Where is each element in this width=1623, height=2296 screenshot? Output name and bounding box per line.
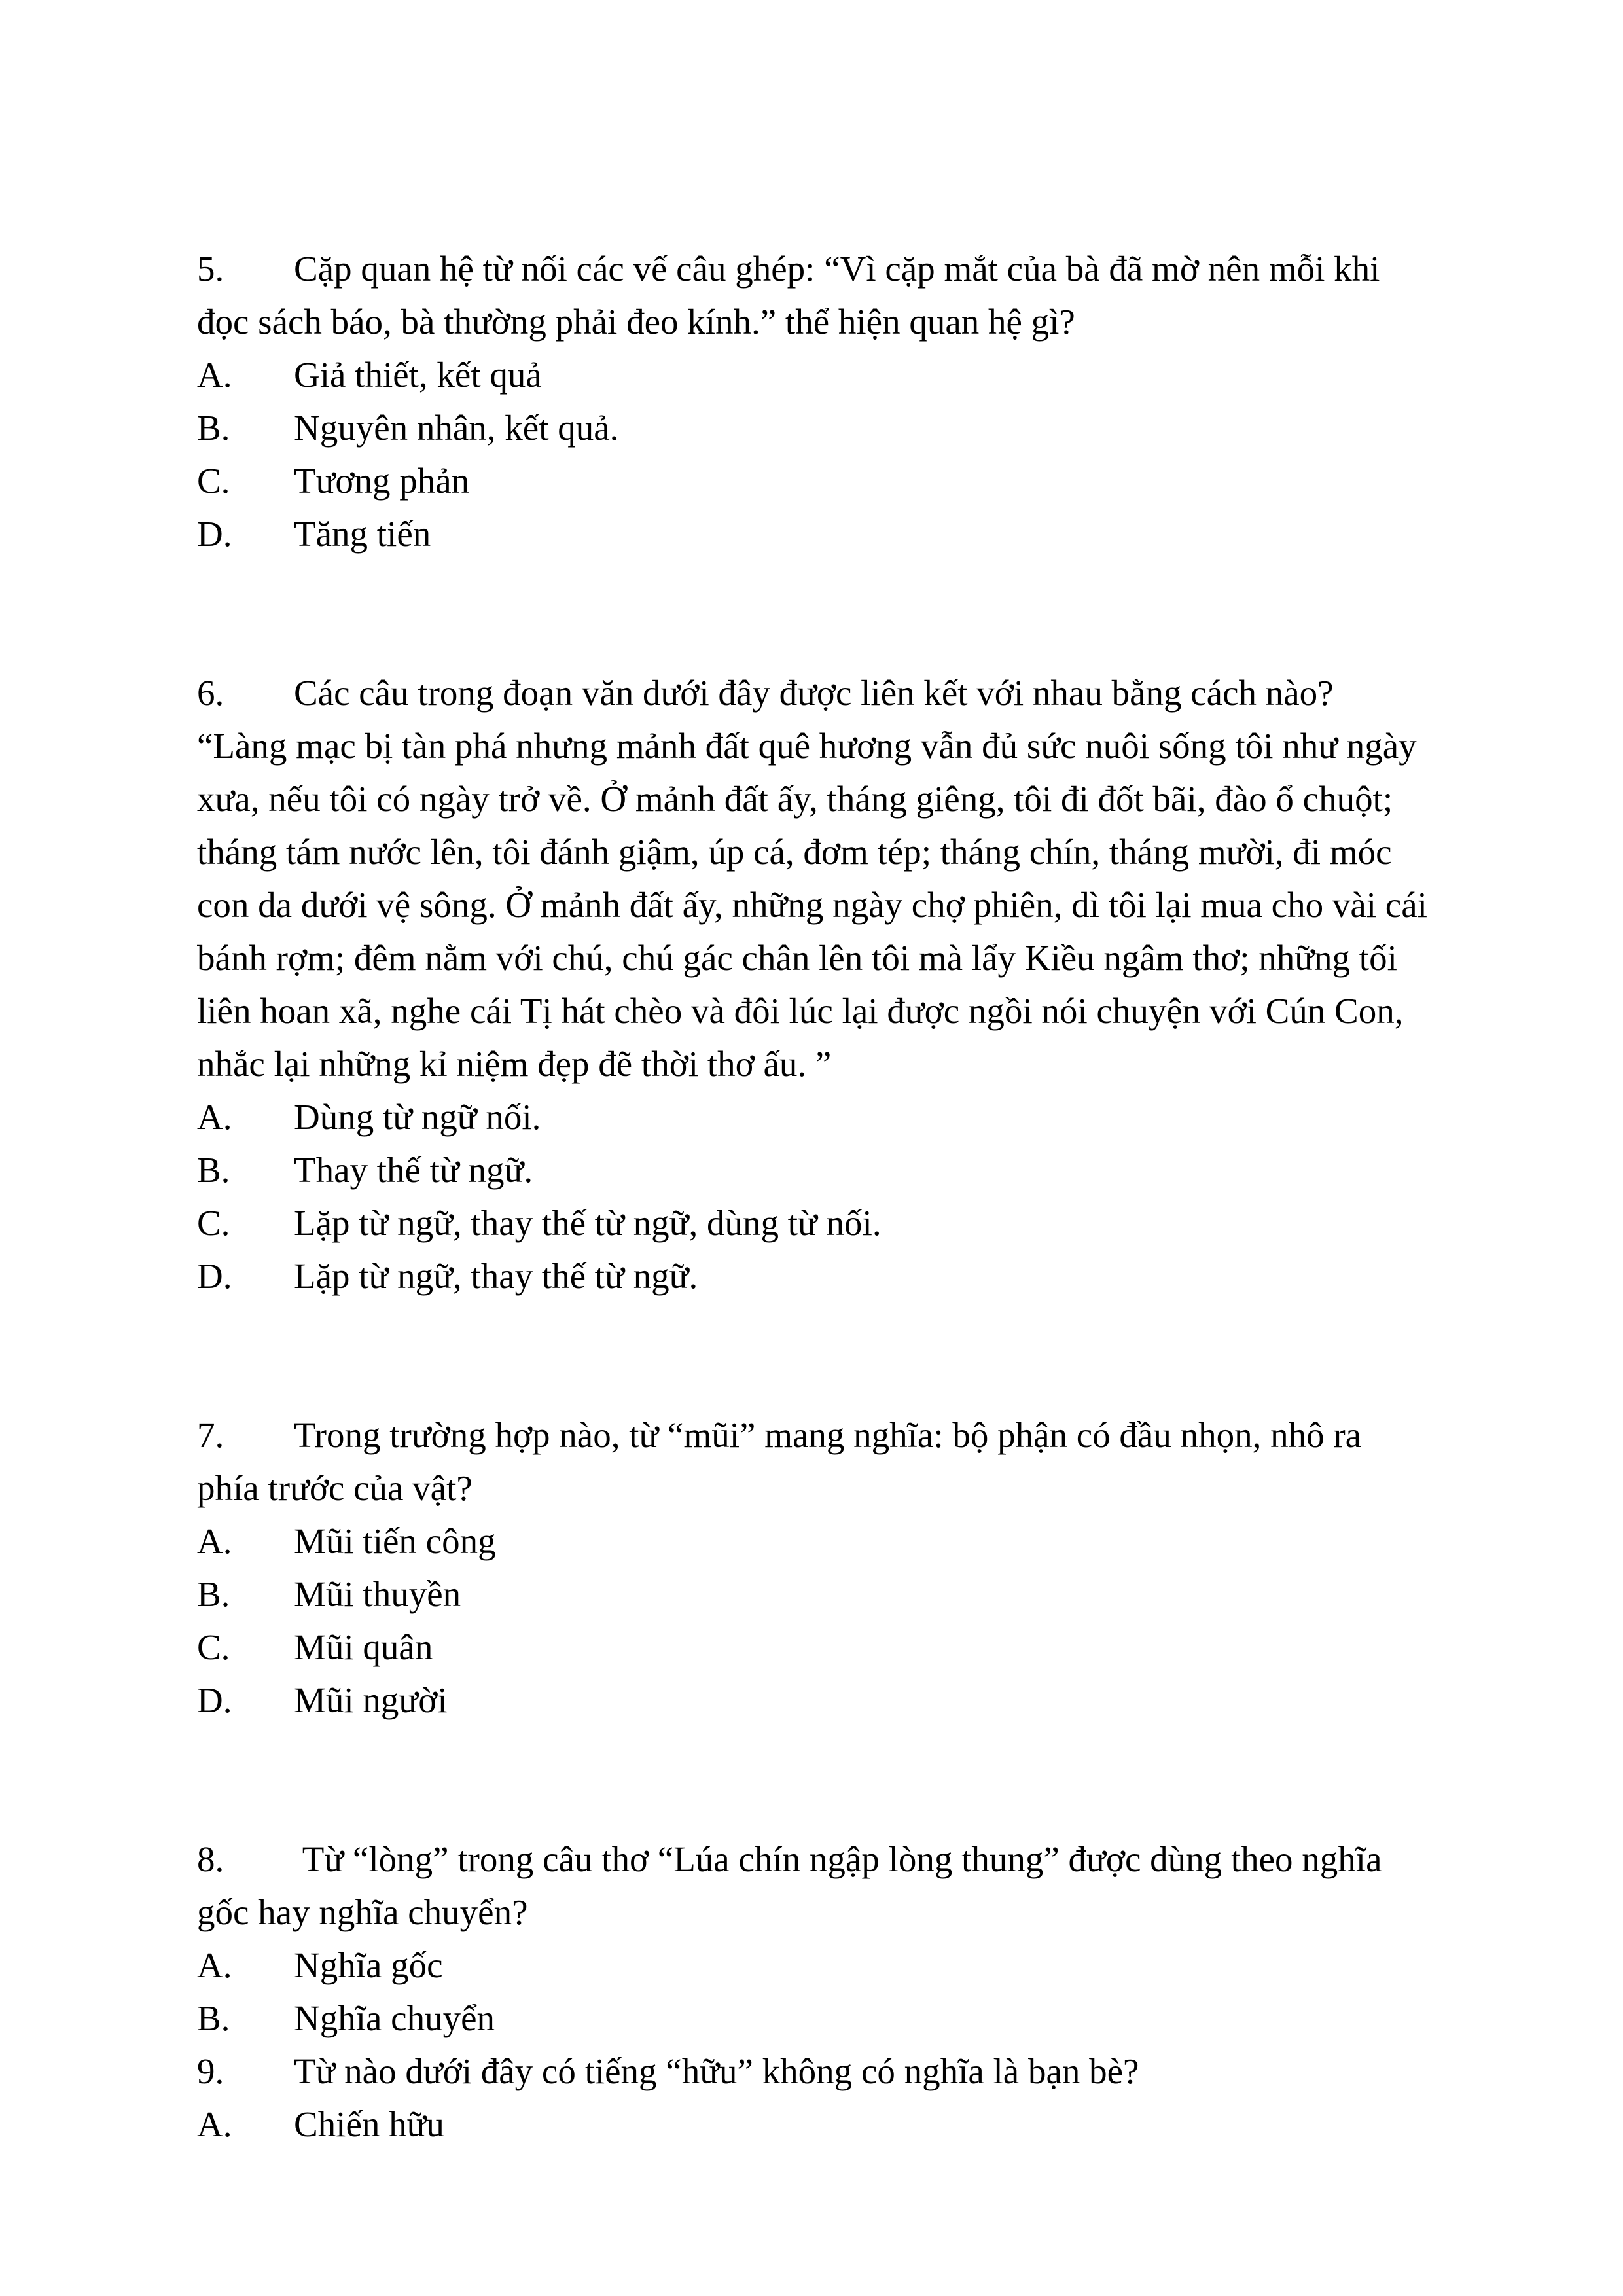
question-text: Trong trường hợp nào, từ “mũi” mang nghĩa: bộ phận có đầu nhọn, nhô ra phía trước của vật?	[197, 1415, 1362, 1508]
option-label: A.	[197, 1521, 232, 1561]
option-b	[197, 401, 1427, 454]
question-text: Từ “lòng” trong câu thơ “Lúa chín ngập lòng thung” được dùng theo nghĩa gốc hay nghĩa chuyển?	[197, 1839, 1382, 1932]
option-text: Dùng từ ngữ nối.	[294, 1097, 541, 1137]
question-7	[197, 1408, 1427, 1727]
option-label: C.	[197, 461, 230, 501]
question-stem	[197, 1833, 1427, 1939]
question-number: 9.	[197, 2051, 224, 2091]
option-text: Mũi thuyền	[294, 1574, 461, 1614]
question-8	[197, 1833, 1427, 2045]
option-d	[197, 1249, 1427, 1302]
option-text: Lặp từ ngữ, thay thế từ ngữ, dùng từ nối.	[294, 1203, 882, 1243]
question-number: 5.	[197, 249, 224, 289]
question-number: 7.	[197, 1415, 224, 1455]
option-label: C.	[197, 1627, 230, 1667]
option-a	[197, 348, 1427, 401]
question-spacer	[197, 1302, 1427, 1408]
question-spacer	[197, 1727, 1427, 1833]
option-d	[197, 507, 1427, 560]
option-a	[197, 2098, 1427, 2151]
option-label: B.	[197, 1574, 230, 1614]
option-text: Nguyên nhân, kết quả.	[294, 408, 619, 448]
option-text: Lặp từ ngữ, thay thế từ ngữ.	[294, 1256, 698, 1296]
option-text: Nghĩa chuyển	[294, 1998, 495, 2038]
option-text: Thay thế từ ngữ.	[294, 1150, 533, 1190]
question-text: Các câu trong đoạn văn dưới đây được liên kết với nhau bằng cách nào? “Làng mạc bị tàn phá nhưng mảnh đất quê hương vẫn đủ sức nuôi sống tôi như ngày xưa, nếu tôi có ngày trở về. Ở mảnh đất ấy, tháng giêng, tôi đi đốt bãi, đào ổ chuột; tháng tám nước lên, tôi đánh giậm, úp cá, đơm tép; tháng chín, tháng mười, đi móc con da dưới vệ sông. Ở mảnh đất ấy, những ngày chợ phiên, dì tôi lại mua cho vài cái bánh rợm; đêm nằm với chú, chú gác chân lên tôi mà lẩy Kiều ngâm thơ; những tối liên hoan xã, nghe cái Tị hát chèo và đôi lúc lại được ngồi nói chuyện với Cún Con, nhắc lại những kỉ niệm đẹp đẽ thời thơ ấu. ”	[197, 673, 1427, 1084]
option-text: Chiến hữu	[294, 2104, 444, 2144]
option-a	[197, 1515, 1427, 1568]
option-label: B.	[197, 1998, 230, 2038]
option-label: B.	[197, 1150, 230, 1190]
option-label: A.	[197, 2104, 232, 2144]
option-label: B.	[197, 408, 230, 448]
question-text: Cặp quan hệ từ nối các vế câu ghép: “Vì cặp mắt của bà đã mờ nên mỗi khi đọc sách báo, bà thường phải đeo kính.” thể hiện quan hệ gì?	[197, 249, 1380, 342]
option-d	[197, 1674, 1427, 1727]
question-text: Từ nào dưới đây có tiếng “hữu” không có nghĩa là bạn bè?	[294, 2051, 1139, 2091]
option-label: A.	[197, 1945, 232, 1985]
option-b	[197, 1992, 1427, 2045]
option-text: Tăng tiến	[294, 514, 431, 554]
question-spacer	[197, 560, 1427, 666]
question-stem	[197, 242, 1427, 348]
option-label: D.	[197, 514, 232, 554]
question-list	[197, 242, 1427, 2151]
question-9	[197, 2045, 1427, 2151]
question-6	[197, 666, 1427, 1302]
option-label: D.	[197, 1256, 232, 1296]
option-c	[197, 1621, 1427, 1674]
option-a	[197, 1090, 1427, 1143]
option-text: Mũi quân	[294, 1627, 433, 1667]
question-5	[197, 242, 1427, 560]
option-c	[197, 454, 1427, 507]
option-b	[197, 1568, 1427, 1621]
option-a	[197, 1939, 1427, 1992]
option-text: Nghĩa gốc	[294, 1945, 443, 1985]
question-number: 6.	[197, 673, 224, 713]
option-text: Mũi tiến công	[294, 1521, 496, 1561]
option-text: Mũi người	[294, 1680, 448, 1720]
question-number: 8.	[197, 1839, 224, 1879]
question-stem	[197, 666, 1427, 1090]
option-text: Giả thiết, kết quả	[294, 355, 542, 395]
option-b	[197, 1143, 1427, 1196]
question-stem	[197, 1408, 1427, 1515]
option-label: C.	[197, 1203, 230, 1243]
option-label: A.	[197, 1097, 232, 1137]
option-label: A.	[197, 355, 232, 395]
option-c	[197, 1196, 1427, 1249]
option-label: D.	[197, 1680, 232, 1720]
option-text: Tương phản	[294, 461, 470, 501]
question-stem	[197, 2045, 1427, 2098]
